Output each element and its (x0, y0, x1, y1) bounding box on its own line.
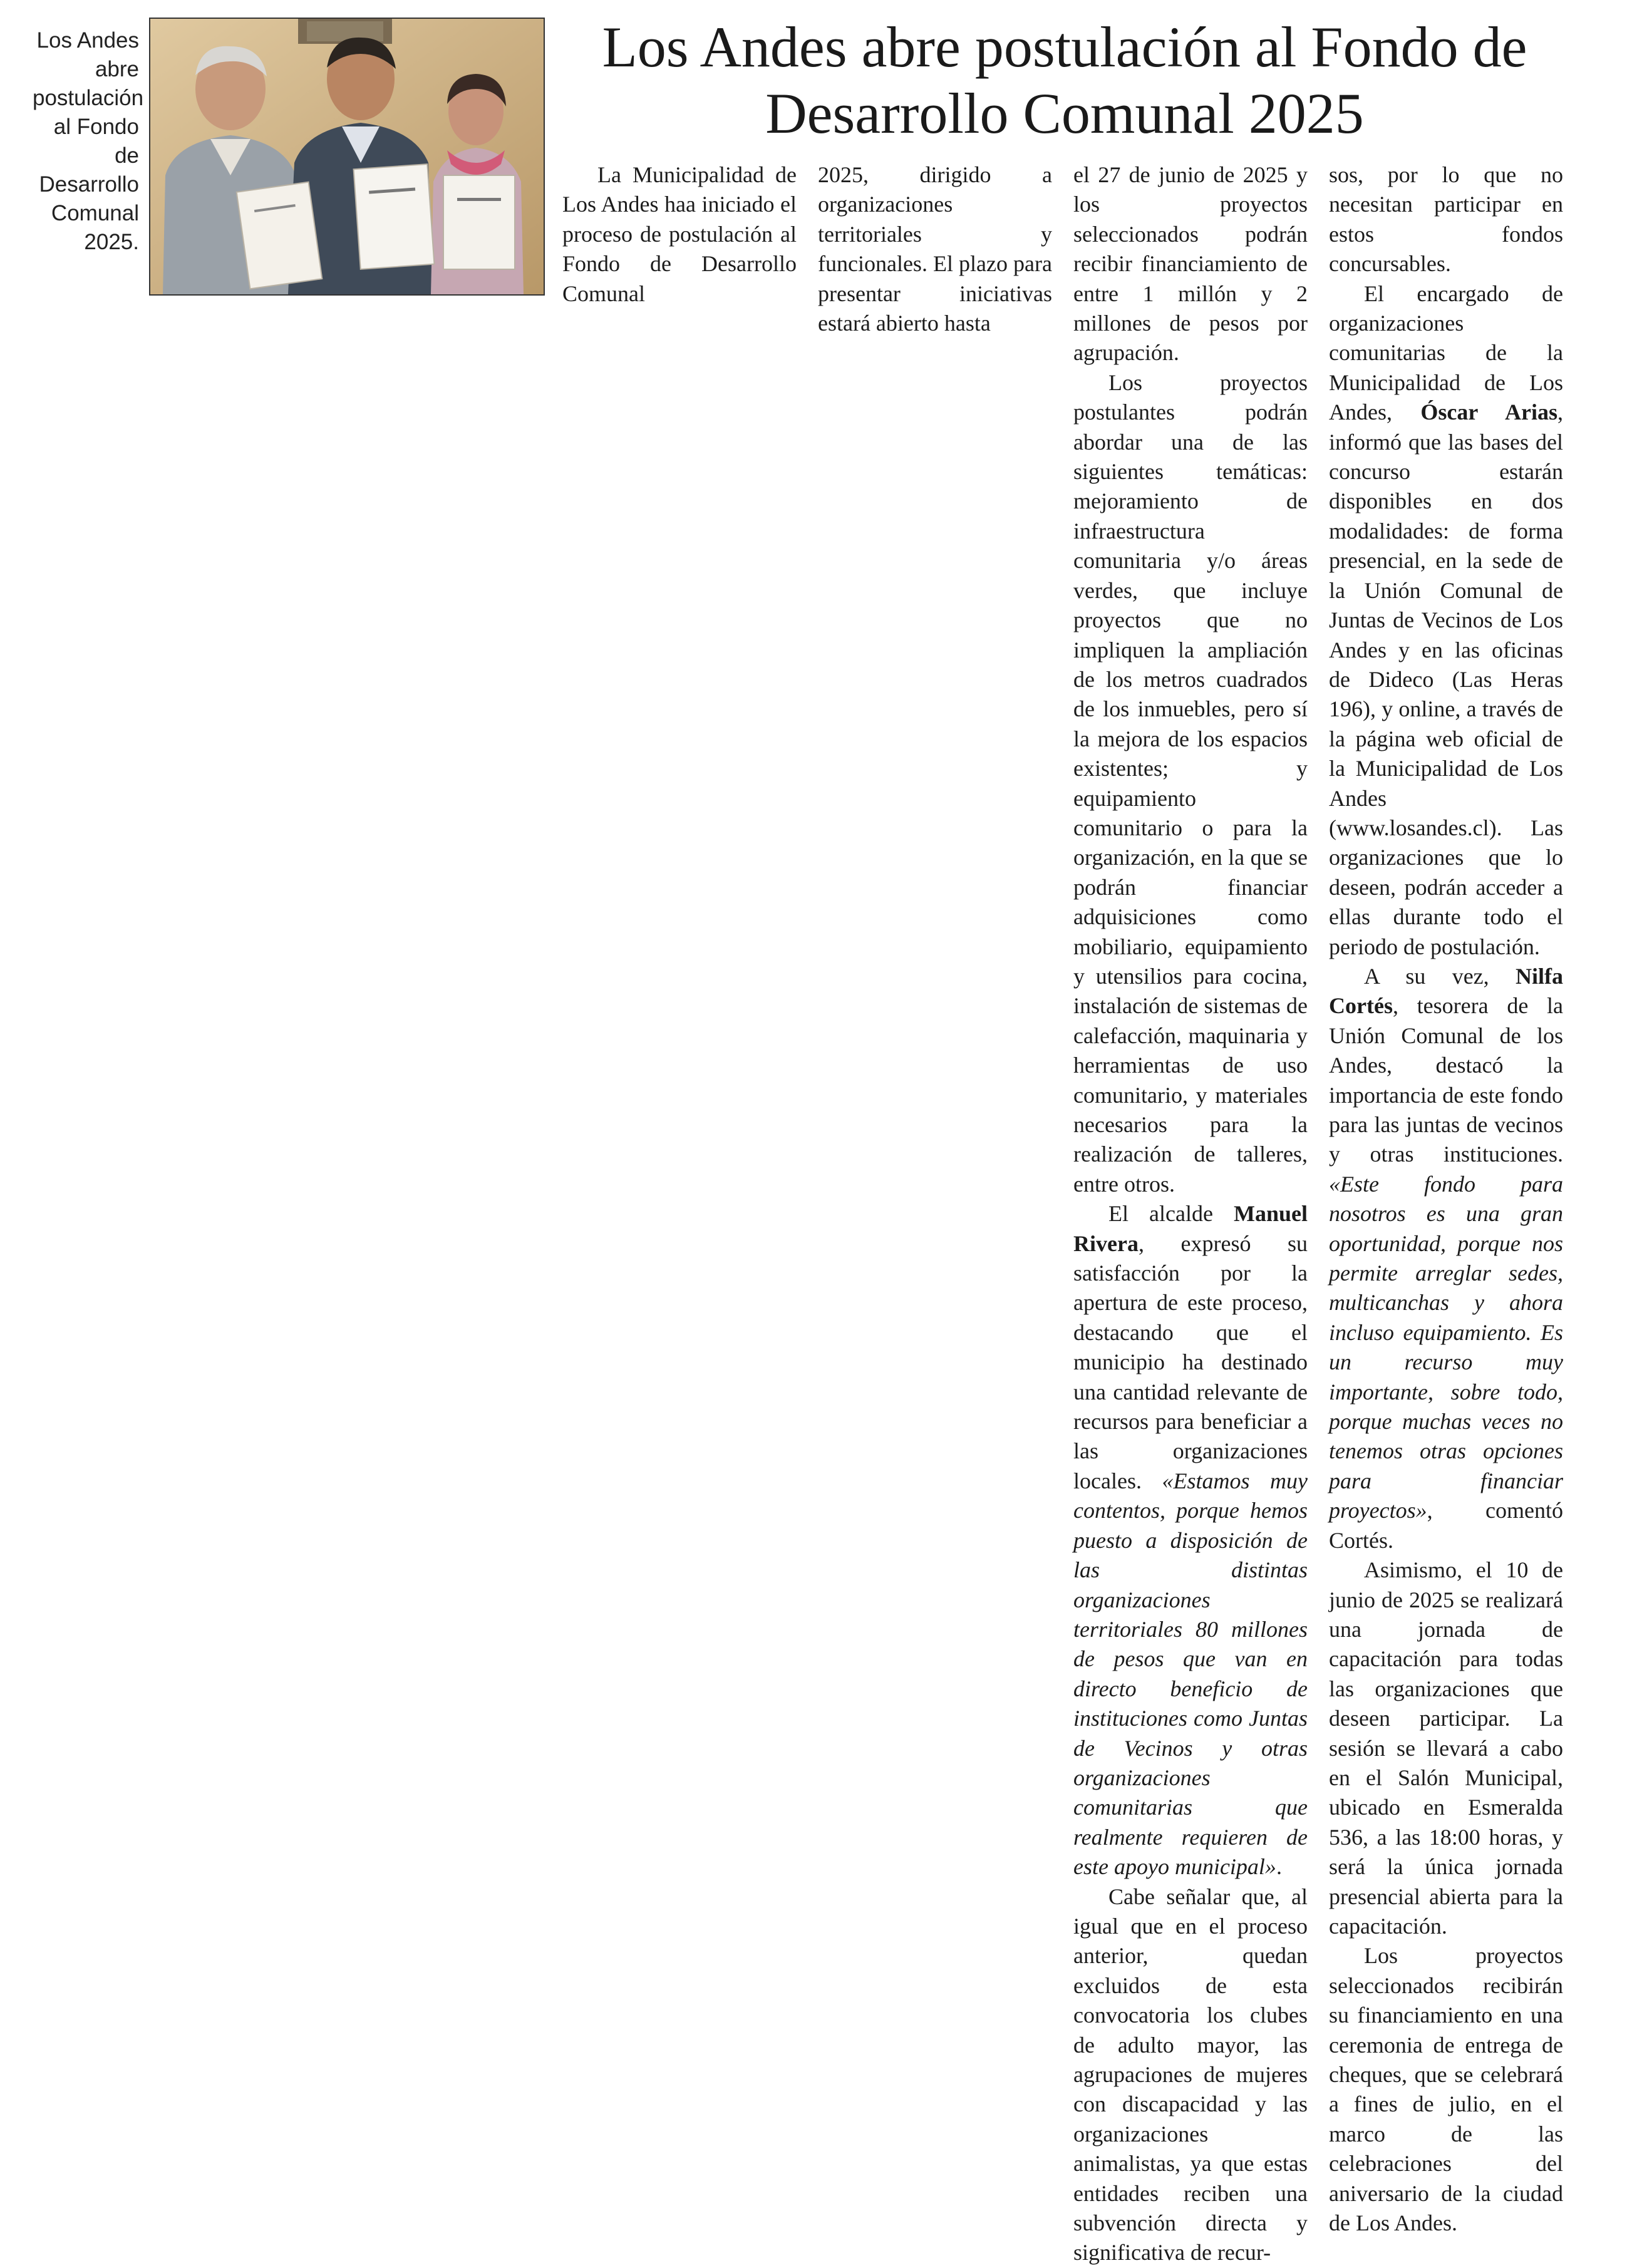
article-column-2 (818, 160, 1052, 338)
person-name: Manuel Rivera (1073, 1201, 1308, 1256)
person-name: Óscar Arias (1420, 399, 1557, 425)
paragraph: El encargado de organizaciones comunitarias de la Municipalidad de Los Andes, Óscar Arias, informó que las bases del concurso estarán disponibles en dos modalidades: de forma presencial, en la sede de la Unión Comunal de Juntas de Vecinos de Los Andes y en las oficinas de Dideco (Las Heras 196), y online, a través de la página web oficial de la Municipalidad de Los Andes (www.losandes.cl). Las organizaciones que lo deseen, podrán acceder a ellas durante todo el periodo de postulación. (1329, 281, 1563, 959)
article-column-4 (1329, 160, 1563, 2238)
quote: «Este fondo para nosotros es una gran oportunidad, porque nos permite arreglar sedes, multicanchas y ahora incluso equipamiento. Es un recurso muy importante, sobre todo, porque muchas veces no tenemos otras opciones para financiar proyectos» (1329, 1171, 1563, 1523)
paragraph-continued: 2025, dirigido a organizaciones territoriales y funcionales. El plazo para presentar iniciativas estará abierto hasta (818, 162, 1052, 336)
article-headline: Los Andes abre postulación al Fondo de Desarrollo Comunal 2025 (602, 15, 1527, 145)
paragraph: El alcalde Manuel Rivera, expresó su satisfacción por la apertura de este proceso, destacando que el municipio ha destinado una cantidad relevante de recursos para beneficiar a las organizaciones locales. «Estamos muy contentos, porque hemos puesto a disposición de las distintas organizaciones territoriales 80 millones de pesos que van en directo beneficio de instituciones como Juntas de Vecinos y otras organizaciones comunitarias que realmente requieren de este apoyo municipal». (1073, 1201, 1308, 1880)
photo-caption: Los Andes abre postulación al Fondo de Desarrollo Comunal 2025. (33, 28, 144, 254)
article-column-3 (1073, 160, 1308, 2268)
paragraph-continued: el 27 de junio de 2025 y los proyectos seleccionados podrán recibir financiamiento de entre 1 millón y 2 millones de pesos por agrupación. (1073, 162, 1308, 366)
article-photo (149, 18, 545, 296)
paragraph-continued: sos, por lo que no necesitan participar en estos fondos concursables. (1329, 162, 1563, 277)
paragraph: Los proyectos postulantes podrán abordar una de las siguientes temáticas: mejoramiento de infraestructura comunitaria y/o áreas verdes, que incluye proyectos que no impliquen la ampliación de los metros cuadrados de los inmuebles, pero sí la mejora de los espacios existentes; y equipamiento comunitario o para la organización, en la que se podrán financiar adquisiciones como mobiliario, equipamiento y utensilios para cocina, instalación de sistemas de calefacción, maquinaria y herramientas de uso comunitario, y materiales necesarios para la realización de talleres, entre otros. (1073, 369, 1308, 1197)
article-column-1 (562, 160, 797, 309)
quote: «Estamos muy contentos, porque hemos puesto a disposición de las distintas organizaciones territoriales 80 millones de pesos que van en directo beneficio de instituciones como Juntas de Vecinos y otras organizaciones comunitarias que realmente requieren de este apoyo municipal» (1073, 1468, 1308, 1880)
paragraph: La Municipalidad de Los Andes haa iniciado el proceso de postulación al Fondo de Desarrollo Comunal (562, 162, 797, 306)
paragraph: Los proyectos seleccionados recibirán su financiamiento en una ceremonia de entrega de cheques, que se celebrará a fines de julio, en el marco de las celebraciones del aniversario de la ciudad de Los Andes. (1329, 1943, 1563, 2236)
person-name: Nilfa Cortés (1329, 963, 1563, 1019)
paragraph: Cabe señalar que, al igual que en el proceso anterior, quedan excluidos de esta convocatoria los clubes de adulto mayor, las agrupaciones de mujeres con discapacidad y las organizaciones animalistas, ya que estas entidades reciben una subvención directa y significativa de recur- (1073, 1884, 1308, 2265)
paragraph: Asimismo, el 10 de junio de 2025 se realizará una jornada de capacitación para todas las organizaciones que deseen participar. La sesión se llevará a cabo en el Salón Municipal, ubicado en Esmeralda 536, a las 18:00 horas, y será la única jornada presencial abierta para la capacitación. (1329, 1557, 1563, 1939)
paragraph: A su vez, Nilfa Cortés, tesorera de la Unión Comunal de los Andes, destacó la importancia de este fondo para las juntas de vecinos y otras instituciones. «Este fondo para nosotros es una gran oportunidad, porque nos permite arreglar sedes, multicanchas y ahora incluso equipamiento. Es un recurso muy importante, sobre todo, porque muchas veces no tenemos otras opciones para financiar proyectos», comentó Cortés. (1329, 963, 1563, 1553)
